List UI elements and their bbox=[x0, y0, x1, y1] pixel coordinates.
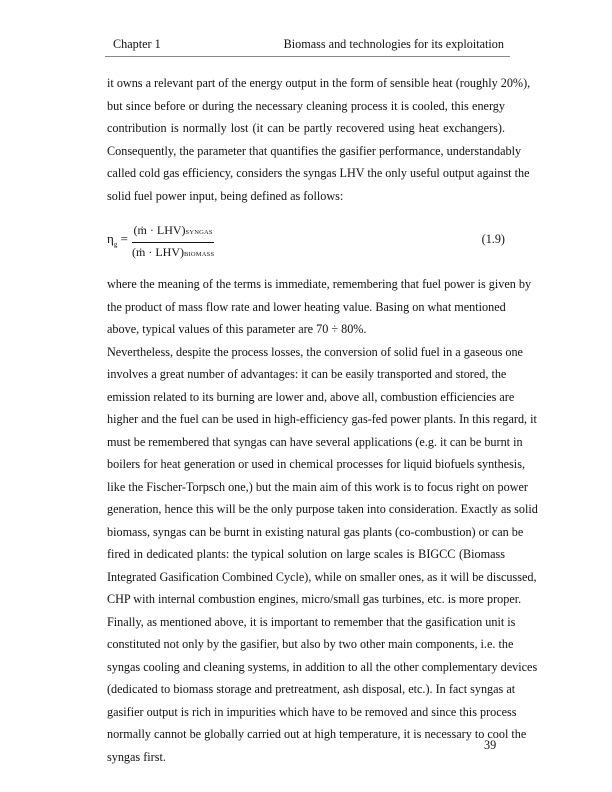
text-line: Finally, as mentioned above, it is important to remember that the gasification unit is bbox=[107, 614, 516, 629]
text-line: Nevertheless, despite the process losses, the conversion of solid fuel in a gaseous one bbox=[107, 344, 523, 359]
text-line: syngas cooling and cleaning systems, in addition to all the other complementary devices bbox=[107, 659, 538, 674]
equation-denominator: (ṁ · LHV)BIOMASS bbox=[132, 245, 215, 259]
text-line: Integrated Gasification Combined Cycle), while on smaller ones, as it will be discussed, bbox=[107, 569, 537, 584]
equation-fraction bbox=[132, 222, 214, 263]
text-line: fired in dedicated plants: the typical solution on large scales is BIGCC (Biomass bbox=[107, 547, 505, 561]
text-line: constituted not only by the gasifier, but also by two other main components, i.e. the bbox=[107, 637, 514, 651]
equation-1-9 bbox=[107, 222, 505, 262]
text-line: where the meaning of the terms is immediate, remembering that fuel power is given by bbox=[107, 277, 532, 291]
running-header bbox=[113, 37, 504, 52]
text-line: higher and the fuel can be used in high-efficiency gas-fed power plants. In this regard, it bbox=[107, 412, 537, 426]
header-rule bbox=[105, 56, 510, 57]
page-number: 39 bbox=[484, 738, 497, 752]
text-line: CHP with internal combustion engines, micro/small gas turbines, etc. is more proper. bbox=[107, 592, 522, 606]
text-line: but since before or during the necessary cleaning process it is cooled, this energy bbox=[107, 98, 505, 113]
text-line: like the Fischer-Torpsch one,) but the main aim of this work is to focus right on power bbox=[107, 479, 528, 494]
text-line: syngas first. bbox=[107, 749, 166, 764]
text-line: solid fuel power input, being defined as follows: bbox=[107, 188, 344, 203]
text-line: it owns a relevant part of the energy output in the form of sensible heat (roughly 20%), bbox=[107, 76, 531, 90]
text-line: above, typical values of this parameter are 70 ÷ 80%. bbox=[107, 322, 367, 336]
chapter-label: Chapter 1 bbox=[113, 37, 161, 51]
text-line: emission related to its burning are lower and, above all, combustion efficiencies are bbox=[107, 389, 515, 404]
text-line: generation, hence this will be the only purpose taken into consideration. Exactly as solid bbox=[107, 502, 538, 516]
body-text-top bbox=[107, 72, 531, 207]
text-line: involves a great number of advantages: it can be easily transported and stored, the bbox=[107, 367, 507, 381]
text-line: contribution is normally lost (it can be partly recovered using heat exchangers). bbox=[107, 121, 505, 135]
text-line: gasifier output is rich in impurities which have to be removed and since this process bbox=[107, 704, 517, 719]
text-line: normally cannot be globally carried out at high temperature, it is necessary to cool the bbox=[107, 727, 527, 741]
text-line: called cold gas efficiency, considers the syngas LHV the only useful output against the bbox=[107, 166, 530, 180]
equation-lhs: $\eta_g$ = bbox=[107, 231, 128, 249]
section-title: Biomass and technologies for its exploitation bbox=[283, 37, 504, 51]
body-text-bottom bbox=[107, 273, 538, 768]
text-line: (dedicated to biomass storage and pretreatment, ash disposal, etc.). In fact syngas at bbox=[107, 682, 516, 696]
text-line: the product of mass flow rate and lower heating value. Basing on what mentioned bbox=[107, 299, 506, 314]
text-line: must be remembered that syngas can have several applications (e.g. it can be burnt in bbox=[107, 434, 523, 449]
text-line: biomass, syngas can be burnt in existing natural gas plants (co-combustion) or can be bbox=[107, 524, 524, 539]
equation-number: (1.9) bbox=[481, 232, 505, 246]
text-line: boilers for heat generation or used in chemical processes for liquid biofuels synthesis, bbox=[107, 457, 525, 471]
equation-numerator: (ṁ · LHV)SYNGAS bbox=[133, 223, 213, 237]
fraction-bar bbox=[132, 242, 214, 243]
text-line: Consequently, the parameter that quantifies the gasifier performance, understandably bbox=[107, 143, 522, 158]
